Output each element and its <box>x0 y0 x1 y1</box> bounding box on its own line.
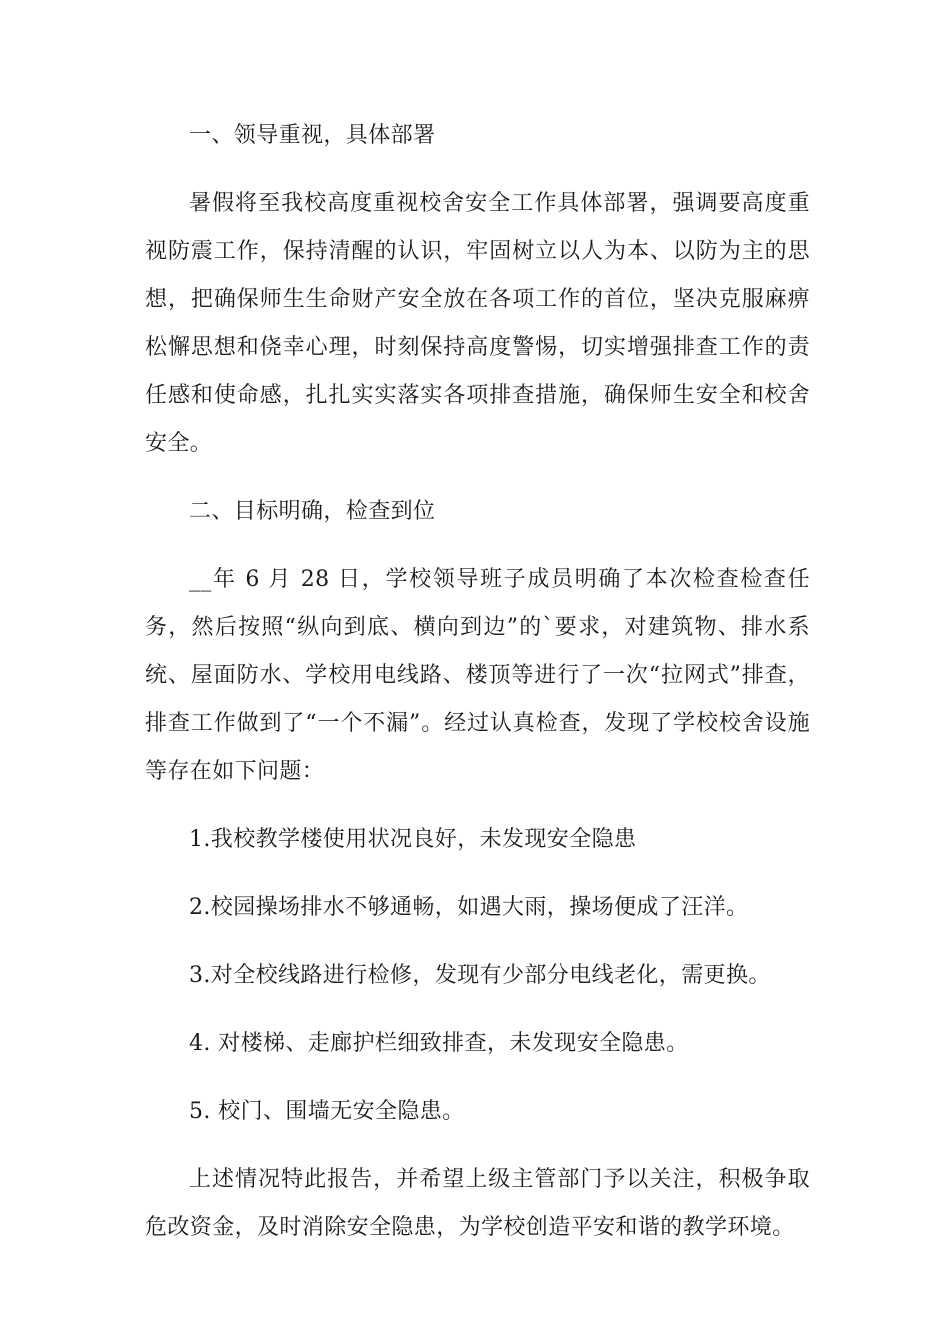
section-heading-1: 一、领导重视，具体部署 <box>189 123 436 148</box>
section-heading-2: 二、目标明确，检查到位 <box>189 499 436 524</box>
document-body <box>145 112 810 1272</box>
list-item: 5. 校门、围墙无安全隐患。 <box>189 1099 465 1124</box>
paragraph-1: 暑假将至我校高度重视校舍安全工作具体部署，强调要高度重视防震工作，保持清醒的认识，牢固树立以人为本、以防为主的思想，把确保师生生命财产安全放在各项工作的首位，坚决克服麻痹松懈思想和侥幸心理，时刻保持高度警惕，切实增强排查工作的责任感和使命感，扎扎实实落实各项排查措施，确保师生安全和校舍安全。 <box>145 191 810 456</box>
list-item: 4. 对楼梯、走廊护栏细致排查，未发现安全隐患。 <box>189 1031 689 1056</box>
list-item: 1.我校教学楼使用状况良好，未发现安全隐患 <box>189 827 637 852</box>
list-item: 3.对全校线路进行检修，发现有少部分电线老化，需更换。 <box>189 963 771 988</box>
list-item: 2.校园操场排水不够通畅，如遇大雨，操场便成了汪洋。 <box>189 895 749 920</box>
paragraph-2: __年 6 月 28 日，学校领导班子成员明确了本次检查检查任务，然后按照“纵向到底、横向到边”的`要求，对建筑物、排水系统、屋面防水、学校用电线路、楼顶等进行了一次“拉网式”排查，排查工作做到了“一个不漏”。经过认真检查，发现了学校校舍设施等存在如下问题： <box>145 567 810 784</box>
paragraph-3: 上述情况特此报告，并希望上级主管部门予以关注，积极争取危改资金，及时消除安全隐患，为学校创造平安和谐的教学环境。 <box>145 1167 810 1240</box>
